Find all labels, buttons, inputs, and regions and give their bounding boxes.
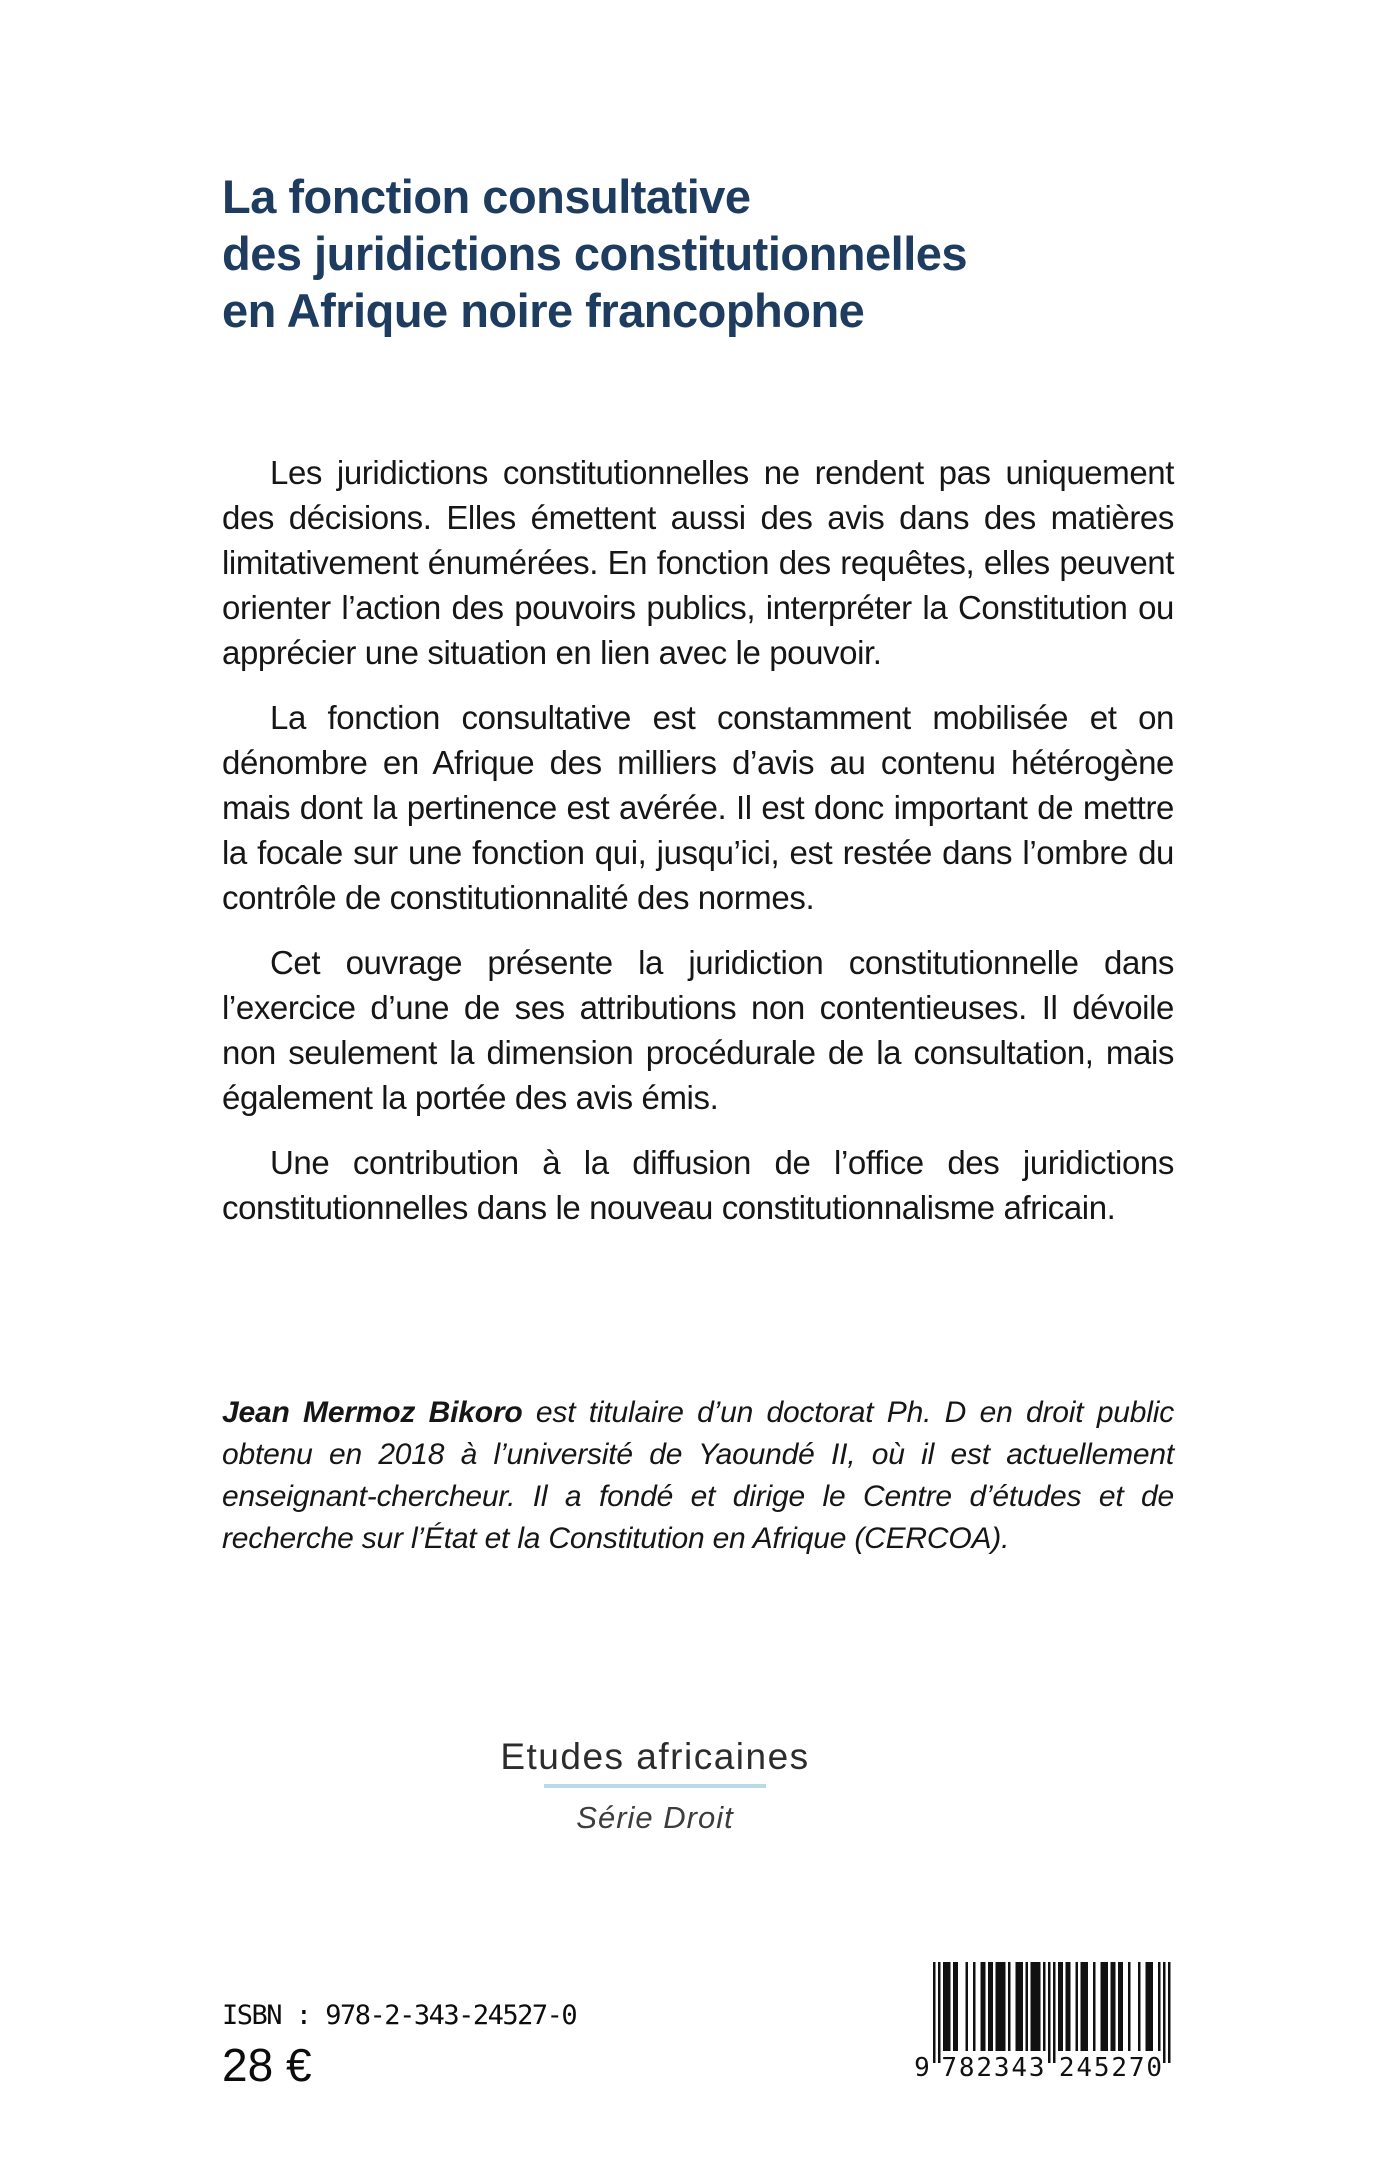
ean13-barcode (913, 1962, 1173, 2080)
svg-text:8: 8 (958, 2053, 975, 2080)
synopsis-paragraph-4: Une contribution à la diffusion de l’office des juridictions constitutionnelles dans le nouveau constitutionnalisme africain. (222, 1144, 1174, 1226)
book-title-line-2: des juridictions constitutionnelles (222, 227, 968, 280)
collection-block (155, 1736, 1155, 1836)
synopsis (222, 450, 1174, 1250)
book-title (222, 168, 967, 339)
isbn-text: ISBN : 978-2-343-24527-0 (222, 2000, 577, 2031)
svg-text:0: 0 (1146, 2053, 1163, 2080)
svg-text:7: 7 (941, 2053, 958, 2080)
collection-series: Série Droit (576, 1800, 734, 1835)
svg-text:7: 7 (1128, 2053, 1145, 2080)
svg-text:2: 2 (1111, 2053, 1128, 2080)
collection-underline-rule (544, 1784, 766, 1788)
price-text: 28 € (222, 2039, 312, 2091)
author-bio (222, 1392, 1174, 1560)
synopsis-paragraph-2: La fonction consultative est constamment mobilisée et on dénombre en Afrique des milliers d’avis au contenu hétérogène mais dont la pertinence est avérée. Il est donc important de mettre la focale sur une fonction qui, jusqu’ici, est restée dans l’ombre du contrôle de constitutionnalité des normes. (222, 699, 1174, 916)
svg-text:5: 5 (1093, 2053, 1110, 2080)
collection-name: Etudes africaines (500, 1736, 810, 1777)
book-title-line-3: en Afrique noire francophone (222, 284, 865, 337)
author-name: Jean Mermoz Bikoro (222, 1396, 523, 1429)
svg-text:9: 9 (914, 2053, 930, 2080)
svg-text:3: 3 (1028, 2053, 1045, 2080)
book-title-line-1: La fonction consultative (222, 170, 751, 223)
svg-text:4: 4 (1076, 2053, 1093, 2080)
barcode-image (913, 1962, 1173, 2080)
synopsis-paragraph-3: Cet ouvrage présente la juridiction constitutionnelle dans l’exercice d’une de ses attributions non contentieuses. Il dévoile non seulement la dimension procédurale de la consultation, mais également la portée des avis émis. (222, 944, 1174, 1116)
svg-text:3: 3 (993, 2053, 1010, 2080)
author-bio-text: est titulaire d’un doctorat Ph. D en droit public obtenu en 2018 à l’université de Yaoundé II, où il est actuellement enseignant-chercheur. Il a fondé et dirige le Centre d’études et de recherche sur l’État et la Constitution en Afrique (CERCOA). (222, 1396, 1174, 1555)
svg-text:4: 4 (1011, 2053, 1028, 2080)
synopsis-paragraph-1: Les juridictions constitutionnelles ne rendent pas uniquement des décisions. Elles émettent aussi des avis dans des matières limitativement énumérées. En fonction des requêtes, elles peuvent orienter l’action des pouvoirs publics, interpréter la Constitution ou apprécier une situation en lien avec le pouvoir. (222, 454, 1174, 671)
svg-text:2: 2 (976, 2053, 993, 2080)
svg-text:2: 2 (1058, 2053, 1075, 2080)
